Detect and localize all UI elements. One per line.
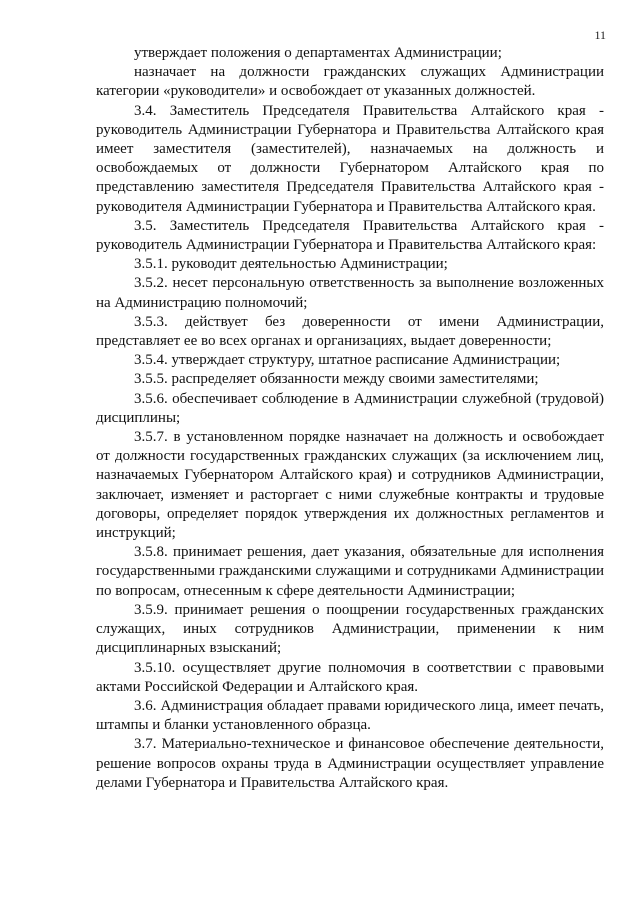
paragraph: 3.5.10. осуществляет другие полномочия в соответствии с правовыми актами Российской Федерации и Алтайского края. — [96, 659, 604, 695]
paragraph: 3.5.3. действует без доверенности от имени Администрации, представляет ее во всех органах и организациях, выдает доверенности; — [96, 313, 604, 350]
paragraph: 3.7. Материально-техническое и финансовое обеспечение деятельности, решение вопросов охраны труда в Администрации осуществляет управление делами Губернатора и Правительства Алтайского края. — [96, 736, 604, 791]
paragraph: 3.5.7. в установленном порядке назначает на должность и освобождает от должности государственных гражданских служащих (за исключением лиц, назначаемых Губернатором Алтайского края) и сотрудников Администрации, заключает, изменяет и расторгает с ними служебные контракты и трудовые договоры, определяет порядок утверждения их должностных регламентов и инструкций; — [96, 429, 604, 542]
paragraph: 3.5.1. руководит деятельностью Администрации; — [134, 256, 448, 273]
paragraph: 3.5.2. несет персональную ответственность за выполнение возложенных на Администрацию полномочий; — [96, 275, 604, 311]
paragraph: 3.5. Заместитель Председателя Правительства Алтайского края - руководитель Администрации Губернатора и Правительства Алтайского края: — [96, 217, 604, 254]
paragraph: 3.4. Заместитель Председателя Правительства Алтайского края - руководитель Администрации Губернатора и Правительства Алтайского края имеет заместителя (заместителей), назначаемых на должность и освобождаемых от должности Губернатором Алтайского края по представлению заместителя Председателя Правительства Алтайского края - руководителя Администрации Губернатора и Правительства Алтайского края. — [96, 102, 604, 215]
paragraph: 3.5.5. распределяет обязанности между своими заместителями; — [134, 371, 539, 388]
paragraph: 3.6. Администрация обладает правами юридического лица, имеет печать, штампы и бланки установленного образца. — [96, 697, 604, 734]
paragraph: назначает на должности гражданских служащих Администрации категории «руководители» и освобождает от указанных должностей. — [96, 64, 604, 100]
paragraph: 3.5.6. обеспечивает соблюдение в Администрации служебной (трудовой) дисциплины; — [96, 390, 604, 426]
document-body — [96, 44, 604, 793]
page-number: 11 — [594, 28, 606, 42]
paragraph: 3.5.8. принимает решения, дает указания, обязательные для исполнения государственными гражданскими служащими и сотрудниками Администрации по вопросам, отнесенным к сфере деятельности Администрации; — [96, 544, 604, 599]
paragraph: утверждает положения о департаментах Администрации; — [134, 45, 502, 61]
paragraph: 3.5.9. принимает решения о поощрении государственных гражданских служащих, иных сотрудников Администрации, применении к ним дисциплинарных взысканий; — [96, 601, 604, 657]
paragraph: 3.5.4. утверждает структуру, штатное расписание Администрации; — [134, 352, 561, 369]
